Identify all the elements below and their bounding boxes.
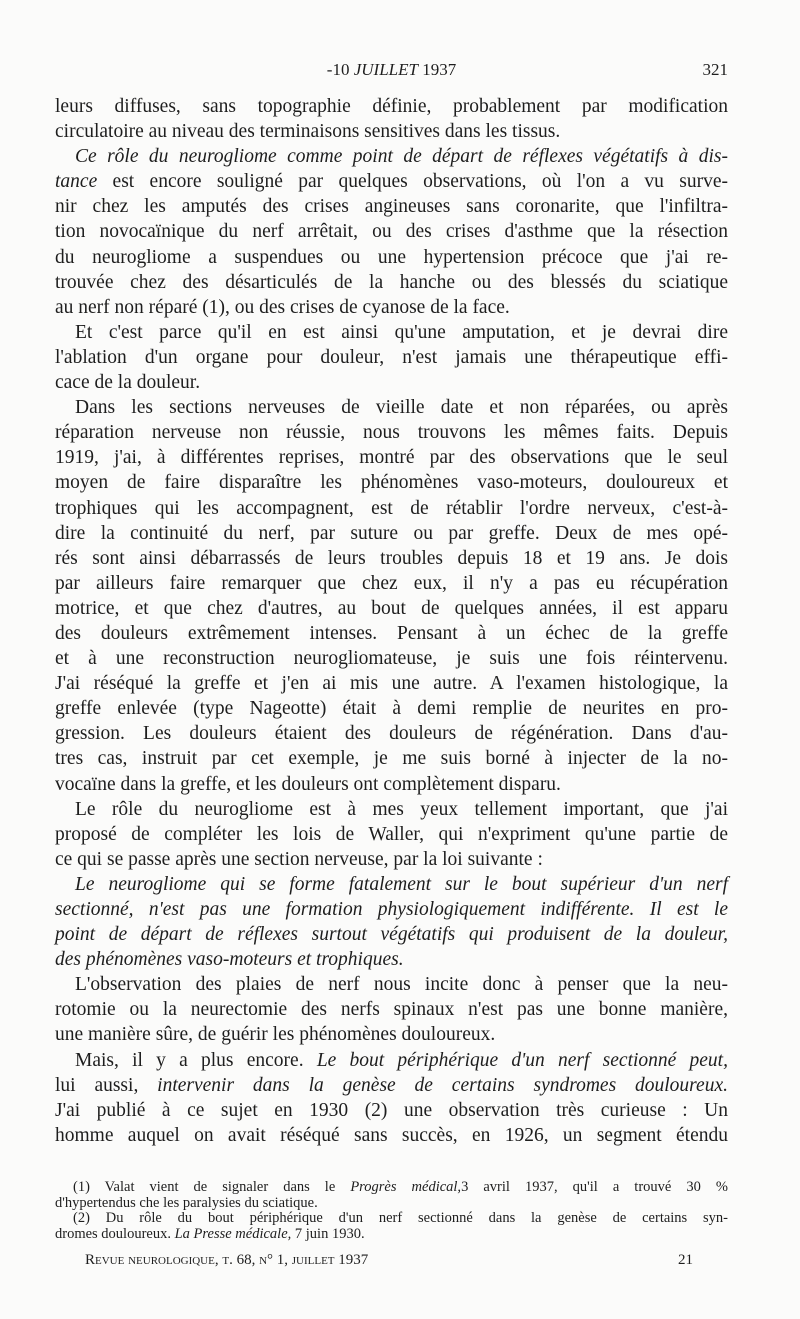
text-line bbox=[55, 947, 728, 972]
text-line bbox=[55, 872, 728, 897]
text-segment: homme auquel on avait réséqué sans succès, en 1926, un segment étendu bbox=[55, 1124, 728, 1146]
text-segment: 7 juin 1930. bbox=[291, 1225, 365, 1242]
text-line bbox=[55, 445, 728, 470]
text-segment: 3 avril 1937, qu'il a trouvé 30 % bbox=[461, 1179, 728, 1195]
text-segment: (1) Valat vient de signaler dans le bbox=[73, 1179, 351, 1195]
footnote-line bbox=[55, 1180, 728, 1196]
italic-text: Progrès médical, bbox=[350, 1179, 462, 1195]
text-line bbox=[55, 596, 728, 621]
text-line bbox=[55, 671, 728, 696]
text-line bbox=[55, 1048, 728, 1073]
text-segment: Mais, il y a plus encore. bbox=[75, 1049, 317, 1071]
text-line bbox=[55, 721, 728, 746]
text-line bbox=[55, 521, 728, 546]
text-line bbox=[55, 219, 728, 244]
text-line bbox=[55, 295, 728, 320]
text-segment: est encore souligné par quelques observations, où l'on a vu surve- bbox=[97, 171, 728, 193]
footnote-line bbox=[55, 1196, 728, 1212]
text-line bbox=[55, 470, 728, 495]
footer-page-number: 21 bbox=[678, 1252, 693, 1268]
running-header bbox=[55, 60, 728, 84]
header-month: JUILLET bbox=[353, 60, 418, 79]
italic-text: point de départ de réflexes surtout végétatifs qui produisent de la douleur, bbox=[55, 924, 728, 946]
text-segment: réparation nerveuse non réussie, nous trouvons les mêmes faits. Depuis bbox=[55, 422, 728, 444]
text-segment: proposé de compléter les lois de Waller, qui n'expriment qu'une partie de bbox=[55, 823, 728, 845]
text-segment: vocaïne dans la greffe, et les douleurs ont complètement disparu. bbox=[55, 773, 561, 795]
text-line bbox=[55, 922, 728, 947]
text-segment: L'observation des plaies de nerf nous incite donc à penser que la neu- bbox=[75, 974, 728, 996]
text-line bbox=[55, 345, 728, 370]
text-segment: (2) Du rôle du bout périphérique d'un nerf sectionné dans la genèse de certains syn- bbox=[73, 1210, 728, 1226]
text-segment: du neurogliome a suspendues ou une hypertension précoce que j'ai re- bbox=[55, 246, 728, 268]
footnotes bbox=[55, 1180, 728, 1242]
text-line bbox=[55, 144, 728, 169]
text-segment: 1919, j'ai, à différentes reprises, montré par des observations que le seul bbox=[55, 447, 728, 469]
text-line bbox=[55, 370, 728, 395]
text-line bbox=[55, 847, 728, 872]
text-segment: et à une reconstruction neurogliomateuse, je suis une fois réintervenu. bbox=[55, 648, 728, 670]
text-segment: au nerf non réparé (1), ou des crises de cyanose de la face. bbox=[55, 296, 510, 318]
text-segment: rés sont ainsi débarrassés de leurs troubles depuis 18 et 19 ans. Je dois bbox=[55, 547, 728, 569]
page-number: 321 bbox=[702, 60, 728, 79]
text-line bbox=[55, 245, 728, 270]
text-segment: une manière sûre, de guérir les phénomènes douloureux. bbox=[55, 1024, 496, 1046]
italic-text: intervenir dans la genèse de certains syndromes douloureux. bbox=[157, 1074, 728, 1096]
text-segment: circulatoire au niveau des terminaisons sensitives dans les tissus. bbox=[55, 121, 561, 143]
italic-text: Le neurogliome qui se forme fatalement sur le bout supérieur d'un nerf bbox=[75, 873, 728, 895]
text-segment: d'hypertendus che les paralysies du sciatique. bbox=[55, 1194, 318, 1211]
text-segment: tres cas, instruit par cet exemple, je me suis borné à injecter de la no- bbox=[55, 748, 728, 770]
footnote-line bbox=[55, 1227, 728, 1243]
text-line bbox=[55, 746, 728, 771]
text-segment: Et c'est parce qu'il en est ainsi qu'une amputation, et je devrai dire bbox=[75, 321, 728, 343]
italic-text: sectionné, n'est pas une formation physiologiquement indifférente. Il est le bbox=[55, 899, 728, 920]
text-segment: dromes douloureux. bbox=[55, 1225, 175, 1242]
body-text bbox=[55, 94, 728, 1148]
text-line bbox=[55, 571, 728, 596]
text-line bbox=[55, 621, 728, 646]
text-line bbox=[55, 772, 728, 797]
text-line bbox=[55, 1123, 728, 1148]
text-segment: gression. Les douleurs étaient des douleurs de régénération. Dans d'au- bbox=[55, 723, 728, 745]
footnote-line bbox=[55, 1211, 728, 1227]
journal-citation: Revue neurologique, t. 68, n° 1, juillet 1937 bbox=[85, 1252, 369, 1268]
italic-text: tance bbox=[55, 171, 98, 193]
text-segment: rotomie ou la neurectomie des nerfs spinaux n'est pas une bonne manière, bbox=[55, 999, 728, 1021]
text-segment: moyen de faire disparaître les phénomènes vaso-moteurs, douloureux et bbox=[55, 472, 728, 494]
text-line bbox=[55, 395, 728, 420]
text-line bbox=[55, 119, 728, 144]
text-segment: Dans les sections nerveuses de vieille date et non réparées, ou après bbox=[75, 397, 728, 419]
text-segment: cace de la douleur. bbox=[55, 372, 201, 394]
text-segment: lui aussi, bbox=[55, 1074, 158, 1096]
text-line bbox=[55, 897, 728, 922]
header-day: -10 bbox=[326, 60, 354, 79]
italic-text: des phénomènes vaso-moteurs et trophiques. bbox=[55, 949, 404, 971]
text-segment: tion novocaïnique du nerf arrêtait, ou des crises d'asthme que la résection bbox=[55, 221, 728, 243]
text-line bbox=[55, 169, 728, 194]
text-segment: l'ablation d'un organe pour douleur, n'est jamais une thérapeutique effi- bbox=[55, 346, 728, 368]
header-year: 1937 bbox=[417, 60, 457, 79]
text-line bbox=[55, 194, 728, 219]
text-line bbox=[55, 94, 728, 119]
text-segment: trouvée chez des désarticulés de la hanche ou des blessés du sciatique bbox=[55, 271, 728, 293]
text-line bbox=[55, 546, 728, 571]
text-segment: ce qui se passe après une section nerveuse, par la loi suivante : bbox=[55, 848, 543, 870]
text-segment: motrice, et que chez d'autres, au bout de quelques années, il est apparu bbox=[55, 597, 728, 619]
page-footer bbox=[85, 1252, 693, 1269]
italic-text: La Presse médicale, bbox=[174, 1225, 292, 1242]
text-segment: par ailleurs faire remarquer que chez eux, il n'y a pas eu récupération bbox=[55, 572, 728, 594]
text-line bbox=[55, 270, 728, 295]
header-date bbox=[55, 60, 728, 80]
italic-text: Le bout périphérique d'un nerf sectionné peut, bbox=[316, 1049, 728, 1071]
text-line bbox=[55, 822, 728, 847]
text-segment: leurs diffuses, sans topographie définie, probablement par modification bbox=[55, 96, 728, 117]
text-line bbox=[55, 496, 728, 521]
text-line bbox=[55, 997, 728, 1022]
text-segment: trophiques qui les accompagnent, est de rétablir l'ordre nerveux, c'est-à- bbox=[55, 497, 728, 519]
italic-text: Ce rôle du neurogliome comme point de départ de réflexes végétatifs à dis- bbox=[75, 146, 728, 168]
text-segment: J'ai réséqué la greffe et j'en ai mis une autre. A l'examen histologique, la bbox=[55, 673, 728, 695]
text-line bbox=[55, 696, 728, 721]
text-line bbox=[55, 420, 728, 445]
text-line bbox=[55, 1098, 728, 1123]
text-segment: dire la continuité du nerf, par suture ou par greffe. Deux de mes opé- bbox=[55, 522, 728, 544]
text-segment: des douleurs extrêmement intenses. Pensant à un échec de la greffe bbox=[55, 622, 728, 644]
text-segment: nir chez les amputés des crises angineuses sans coronarite, que l'infiltra- bbox=[55, 196, 728, 218]
text-segment: J'ai publié à ce sujet en 1930 (2) une observation très curieuse : Un bbox=[55, 1099, 728, 1121]
text-line bbox=[55, 320, 728, 345]
text-line bbox=[55, 797, 728, 822]
text-segment: greffe enlevée (type Nageotte) était à demi remplie de neurites en pro- bbox=[55, 698, 728, 720]
text-segment: Le rôle du neurogliome est à mes yeux tellement important, que j'ai bbox=[75, 798, 728, 820]
text-line bbox=[55, 972, 728, 997]
text-line bbox=[55, 646, 728, 671]
text-line bbox=[55, 1073, 728, 1098]
text-line bbox=[55, 1022, 728, 1047]
